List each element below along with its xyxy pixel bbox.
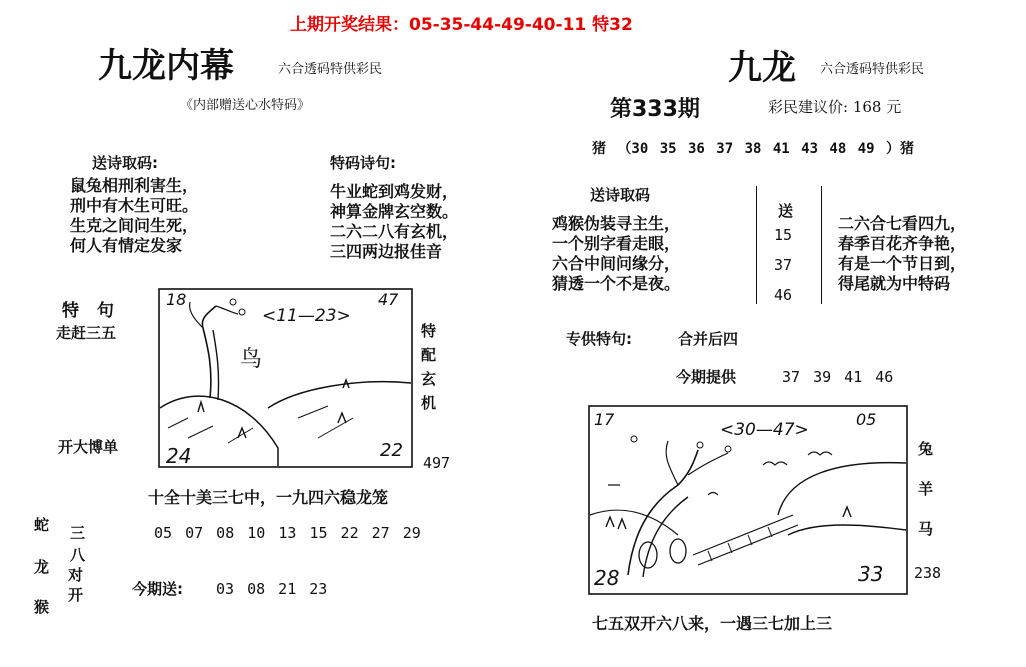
right-sketch-bl: 28 — [594, 566, 620, 590]
left-tema-line-2: 神算金牌玄空数。 — [330, 202, 459, 221]
issue-number: 第333期 — [610, 97, 700, 122]
right-poem2-line-2: 春季百花齐争艳， — [838, 234, 967, 253]
provide-label: 今期提供 — [676, 368, 737, 386]
animal-monkey: 猴 — [34, 598, 50, 616]
left-poem-line-2: 刑中有木生可旺。 — [70, 196, 199, 215]
right-subtitle: 六合透码特供彩民 — [820, 62, 925, 77]
special-heading: 特 句 — [62, 301, 120, 321]
vertical-char-1: 特 — [421, 322, 437, 340]
sanba-1: 三 — [70, 524, 86, 542]
right-poem2-line-4: 得尾就为中特码 — [838, 274, 951, 293]
left-sketch-tl: 18 — [166, 290, 187, 309]
send-box-num-1: 15 — [774, 226, 793, 244]
right-poem-line-4: 猜透一个不是夜。 — [552, 274, 681, 293]
sanba-3: 对 — [68, 566, 84, 584]
left-subtitle: 六合透码特供彩民 — [278, 62, 383, 77]
kaida-text: 开大博单 — [58, 438, 119, 456]
send-box-num-2: 37 — [774, 256, 793, 274]
left-sketch-bird: 鸟 — [240, 347, 263, 372]
animal-dragon: 龙 — [34, 558, 50, 576]
animal-goat: 羊 — [918, 480, 934, 498]
left-numbers: 05 07 08 10 13 15 22 27 29 — [154, 524, 421, 542]
price: 彩民建议价: 168 元 — [768, 98, 902, 116]
left-poem-line-3: 生克之间问生死， — [70, 216, 199, 235]
right-special-text: 合并后四 — [678, 330, 739, 348]
vertical-char-2: 配 — [421, 346, 437, 364]
right-sketch-br: 33 — [858, 562, 884, 586]
send-box-head: 送 — [778, 202, 794, 220]
sanba-4: 开 — [68, 586, 84, 604]
animal-snake: 蛇 — [34, 516, 50, 534]
pig-line: 猪 （30 35 36 37 38 41 43 48 49 ）猪 — [592, 141, 915, 157]
left-tema-heading: 特码诗句: — [330, 154, 396, 172]
number-497: 497 — [423, 454, 451, 472]
send-box-num-3: 46 — [774, 286, 793, 304]
top-banner: 上期开奖结果：05-35-44-49-40-11 特32 — [290, 15, 633, 35]
sanba-2: 八 — [70, 546, 86, 564]
left-tema-line-1: 牛业蛇到鸡发财， — [330, 182, 459, 201]
right-bottom-phrase: 七五双开六八来，一遇三七加上三 — [592, 614, 833, 633]
left-sketch-range: <11—23> — [262, 306, 351, 326]
left-title: 九龙内幕 — [98, 46, 234, 86]
animal-horse: 马 — [918, 520, 934, 538]
right-sketch-tl: 17 — [594, 410, 615, 429]
left-poem-line-4: 何人有情定发家 — [70, 236, 183, 255]
today-numbers: 03 08 21 23 — [216, 580, 328, 598]
left-sketch-bl: 24 — [166, 444, 192, 468]
vertical-char-3: 玄 — [421, 370, 437, 388]
right-sketch-range: <30—47> — [720, 420, 809, 440]
today-label: 今期送: — [132, 580, 183, 598]
right-poem-line-3: 六合中间问缘分， — [552, 254, 681, 273]
right-poem2-line-1: 二六合七看四九， — [838, 214, 967, 233]
right-special-label: 专供特句: — [566, 330, 632, 348]
provide-numbers: 37 39 41 46 — [782, 368, 894, 386]
left-poem-line-1: 鼠兔相刑利害生， — [70, 176, 199, 195]
vertical-char-4: 机 — [421, 394, 437, 412]
left-poem-heading: 送诗取码: — [92, 154, 158, 172]
right-poem-line-2: 一个别字看走眼， — [552, 234, 681, 253]
right-poem-heading: 送诗取码 — [590, 186, 651, 204]
left-note: 《内部赠送心水特码》 — [180, 98, 311, 113]
left-sketch-br: 22 — [380, 440, 403, 461]
animal-rabbit: 兔 — [918, 440, 934, 458]
number-238: 238 — [914, 564, 942, 582]
left-tema-line-4: 三四两边报佳音 — [330, 242, 443, 261]
left-tema-line-3: 二六二八有玄机， — [330, 222, 459, 241]
right-title: 九龙 — [728, 48, 796, 88]
right-sketch-tr: 05 — [856, 410, 877, 429]
left-sketch-tr: 47 — [378, 290, 399, 309]
right-poem2-line-3: 有是一个节日到， — [838, 254, 967, 273]
left-phrase: 十全十美三七中，一九四六稳龙笼 — [148, 488, 389, 507]
special-text: 走赶三五 — [56, 324, 117, 342]
right-poem-line-1: 鸡猴伪装寻主生， — [552, 214, 681, 233]
